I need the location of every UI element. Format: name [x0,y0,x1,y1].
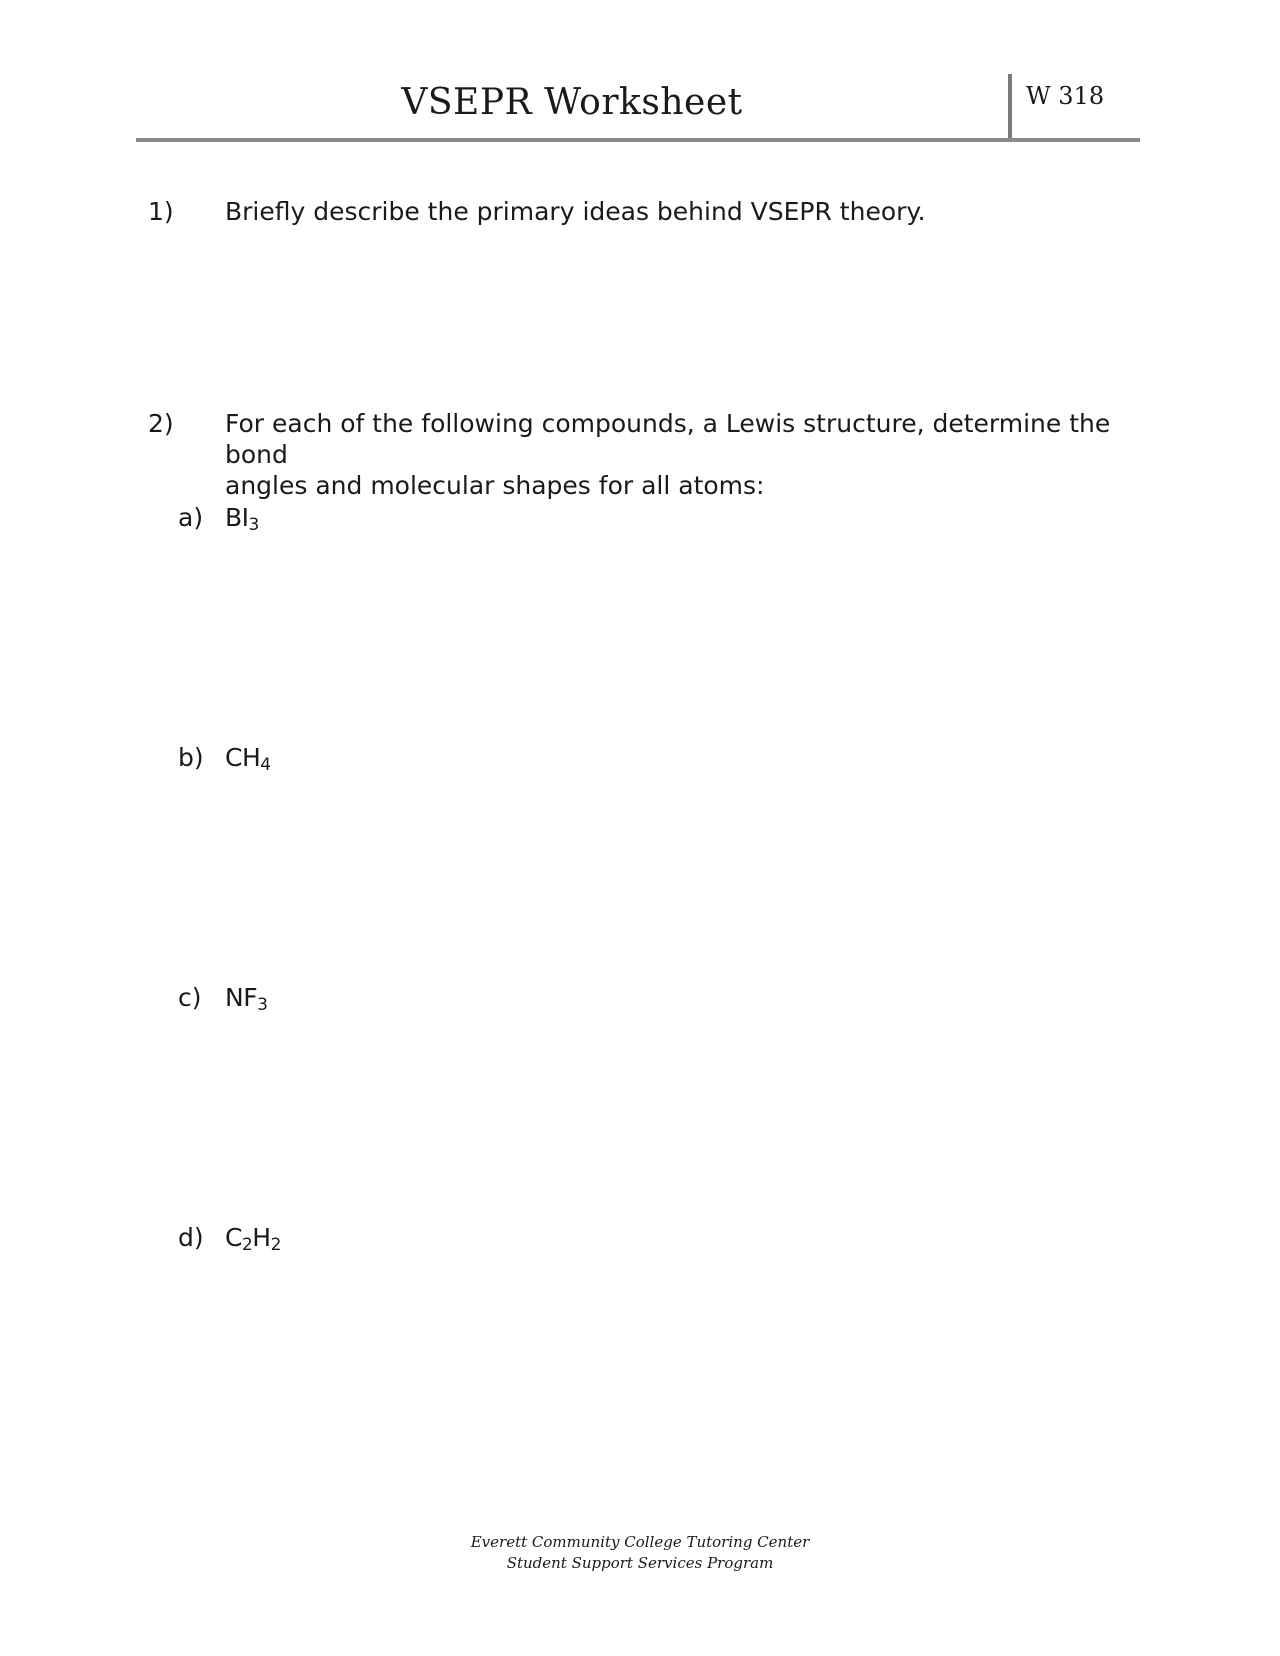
chemical-formula: $NF_3$ [225,983,268,1015]
part-label: c) [178,983,202,1012]
question-number: 2) [148,409,174,438]
page-header [136,72,1140,142]
footer-line: Everett Community College Tutoring Center [470,1533,810,1551]
header-divider [1008,74,1012,138]
question-text [225,408,1125,501]
page-title: VSEPR Worksheet [401,82,743,123]
chemical-formula: $CH_4$ [225,743,271,775]
document-code: W 318 [1026,82,1105,110]
part-label: d) [178,1223,204,1252]
page-footer [0,1532,1280,1574]
question-text-line: angles and molecular shapes for all atoms: [225,471,765,500]
question-number: 1) [148,197,174,226]
part-label: a) [178,503,204,532]
chemical-formula: $BI_3$ [225,503,259,535]
question-text: Briefly describe the primary ideas behind VSEPR theory. [225,197,926,226]
footer-line: Student Support Services Program [506,1554,774,1572]
question-text-line: For each of the following compounds, a Lewis structure, determine the bond [225,409,1111,469]
part-label: b) [178,743,204,772]
chemical-formula: $C_2H_2$ [225,1223,281,1255]
